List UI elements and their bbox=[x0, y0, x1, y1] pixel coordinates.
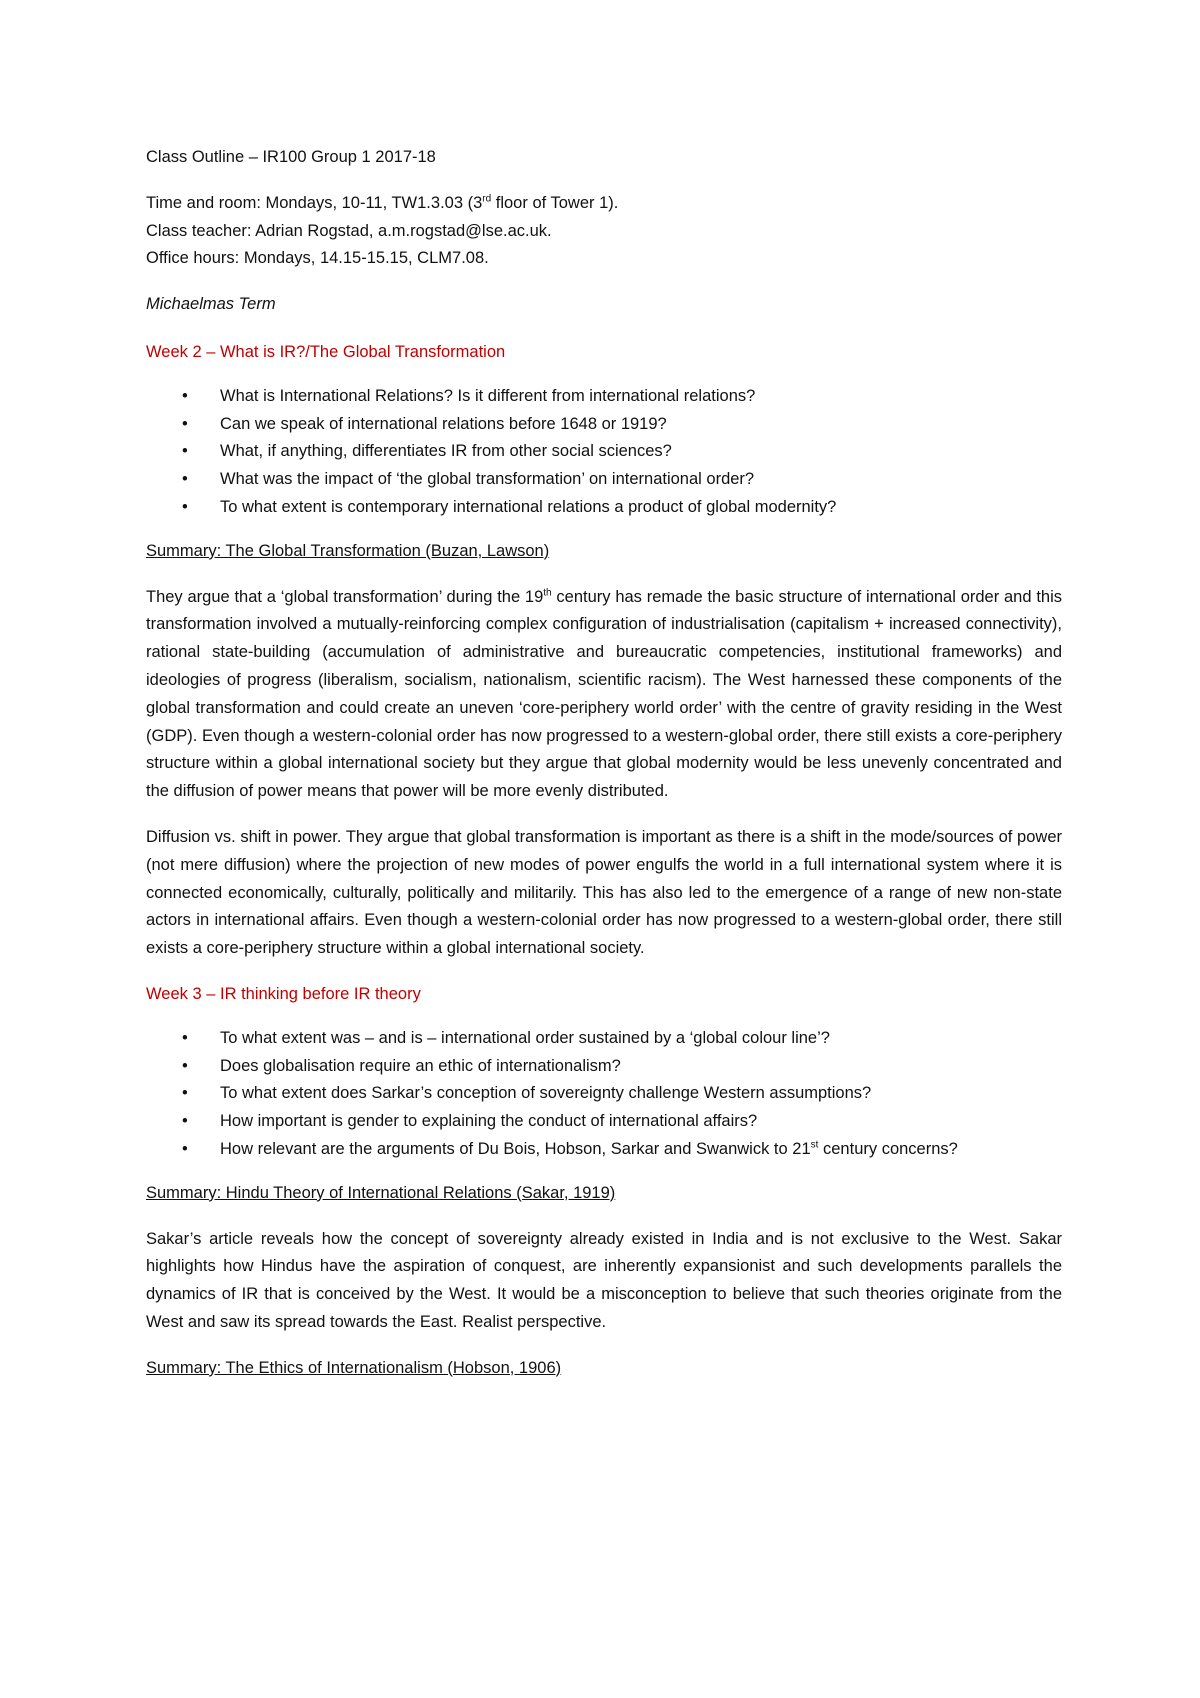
week-3-summary-1-paragraph: Sakar’s article reveals how the concept of sovereignty already existed in India and is not exclusive to the West. Sakar highlights how Hindus have the aspiration of conquest, are inherently expansionist and such developments parallels the dynamics of IR that is conceived by the West. It would be a misconception to believe that such theories originate from the West and saw its spread towards the East. Realist perspective. bbox=[146, 1229, 1062, 1331]
question-text: To what extent is contemporary international relations a product of global modernity? bbox=[220, 497, 837, 516]
week-3-summary-2-heading: Summary: The Ethics of Internationalism (Hobson, 1906) bbox=[146, 1358, 562, 1377]
time-and-room bbox=[146, 190, 1062, 218]
bullet-icon: • bbox=[182, 442, 188, 461]
week-2-summary-paragraph-2: Diffusion vs. shift in power. They argue that global transformation is important as there is a shift in the mode/sources of power (not mere diffusion) where the projection of new modes of power engulfs the world in a full international system where it is connected economically, culturally, politically and militarily. This has also led to the emergence of a range of new non-state actors in international affairs. Even though a western-colonial order has now progressed to a western-global order, there still exists a core-periphery structure within a global international society. bbox=[146, 827, 1062, 958]
question-text: What was the impact of ‘the global transformation’ on international order? bbox=[220, 470, 755, 489]
time-and-room-text: Time and room: Mondays, 10-11, TW1.3.03 (3 bbox=[146, 193, 483, 212]
bullet-icon: • bbox=[182, 386, 188, 405]
question-text: How important is gender to explaining the conduct of international affairs? bbox=[220, 1112, 758, 1131]
question-text: Can we speak of international relations before 1648 or 1919? bbox=[220, 414, 667, 433]
class-info bbox=[146, 190, 1062, 273]
list-item bbox=[146, 1025, 1062, 1053]
week-2-questions bbox=[146, 383, 1062, 522]
list-item bbox=[146, 411, 1062, 439]
floor-ordinal: rd bbox=[482, 193, 492, 205]
question-text: What is International Relations? Is it different from international relations? bbox=[220, 386, 756, 405]
bullet-icon: • bbox=[182, 497, 188, 516]
century-ordinal: st bbox=[810, 1139, 819, 1151]
paragraph-text: They argue that a ‘global transformation’ during the 19 bbox=[146, 587, 544, 606]
list-item bbox=[146, 438, 1062, 466]
bullet-icon: • bbox=[182, 470, 188, 489]
office-hours: Office hours: Mondays, 14.15-15.15, CLM7.08. bbox=[146, 249, 489, 268]
question-text: How relevant are the arguments of Du Bois, Hobson, Sarkar and Swanwick to 21 bbox=[220, 1139, 811, 1158]
bullet-icon: • bbox=[182, 414, 188, 433]
week-2-heading: Week 2 – What is IR?/The Global Transformation bbox=[146, 342, 506, 361]
week-3-questions bbox=[146, 1025, 1062, 1164]
bullet-icon: • bbox=[182, 1084, 188, 1103]
paragraph-text-continued: century has remade the basic structure of international order and this transformation involved a mutually-reinforcing complex configuration of industrialisation (capitalism + increased connectivity), rational state-building (accumulation of administrative and bureaucratic competencies, institutional frameworks) and ideologies of progress (liberalism, socialism, nationalism, scientific racism). The West harnessed these components of the global transformation and could create an uneven ‘core-periphery world order’ with the centre of gravity residing in the West (GDP). Even though a western-colonial order has now progressed to a western-global order, there still exists a core-periphery structure within a global international society but they argue that global modernity would be less unevenly concentrated and the diffusion of power means that power will be more evenly distributed. bbox=[146, 587, 1062, 801]
question-text: To what extent was – and is – international order sustained by a ‘global colour line’? bbox=[220, 1028, 830, 1047]
list-item bbox=[146, 1108, 1062, 1136]
list-item bbox=[146, 1080, 1062, 1108]
bullet-icon: • bbox=[182, 1028, 188, 1047]
week-2-summary-heading: Summary: The Global Transformation (Buzan, Lawson) bbox=[146, 541, 550, 560]
question-text: What, if anything, differentiates IR from other social sciences? bbox=[220, 442, 672, 461]
bullet-icon: • bbox=[182, 1112, 188, 1131]
list-item bbox=[146, 494, 1062, 522]
week-3-summary-1-heading: Summary: Hindu Theory of International Relations (Sakar, 1919) bbox=[146, 1183, 616, 1202]
week-2-summary-paragraph-1 bbox=[146, 584, 1062, 806]
question-text-continued: century concerns? bbox=[818, 1139, 958, 1158]
document-title: Class Outline – IR100 Group 1 2017-18 bbox=[146, 148, 436, 166]
document-page bbox=[146, 144, 1062, 1400]
bullet-icon: • bbox=[182, 1139, 188, 1158]
class-teacher: Class teacher: Adrian Rogstad, a.m.rogstad@lse.ac.uk. bbox=[146, 221, 552, 240]
list-item bbox=[146, 1136, 1062, 1164]
question-text: To what extent does Sarkar’s conception of sovereignty challenge Western assumptions? bbox=[220, 1084, 872, 1103]
bullet-icon: • bbox=[182, 1056, 188, 1075]
list-item bbox=[146, 1053, 1062, 1081]
week-3-heading: Week 3 – IR thinking before IR theory bbox=[146, 984, 421, 1003]
century-ordinal: th bbox=[543, 587, 552, 599]
question-text: Does globalisation require an ethic of internationalism? bbox=[220, 1056, 621, 1075]
list-item bbox=[146, 466, 1062, 494]
time-and-room-suffix: floor of Tower 1). bbox=[491, 193, 619, 212]
list-item bbox=[146, 383, 1062, 411]
term-label: Michaelmas Term bbox=[146, 295, 276, 314]
